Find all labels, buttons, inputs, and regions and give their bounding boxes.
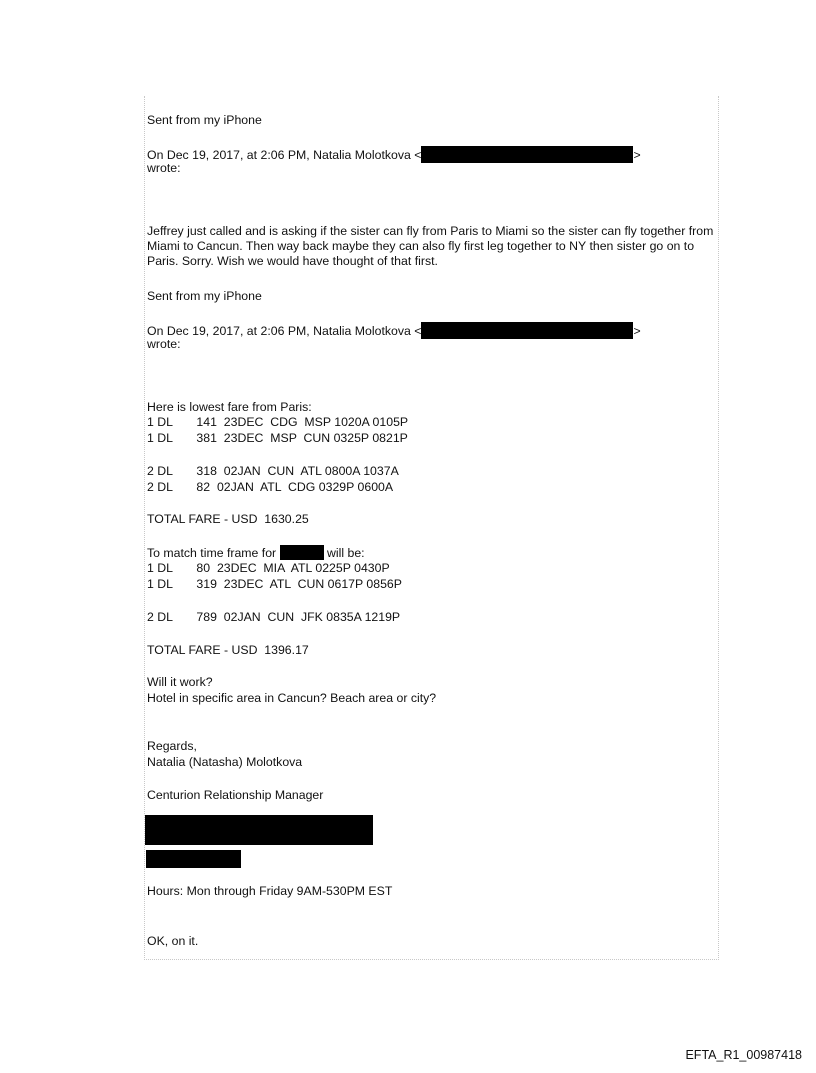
fare-intro: Here is lowest fare from Paris: — [147, 400, 312, 414]
question-line: Hotel in specific area in Cancun? Beach area or city? — [147, 691, 437, 705]
flight-row: 1 DL 319 23DEC ATL CUN 0617P 0856P — [147, 577, 402, 591]
quote-header-1 — [147, 146, 641, 163]
total-fare: TOTAL FARE - USD 1630.25 — [147, 512, 309, 526]
hours-line: Hours: Mon through Friday 9AM-530PM EST — [147, 884, 393, 898]
question-line: Will it work? — [147, 675, 213, 689]
redacted-email — [421, 146, 633, 163]
flight-row: 1 DL 141 23DEC CDG MSP 1020A 0105P — [147, 415, 409, 429]
flight-row: 2 DL 82 02JAN ATL CDG 0329P 0600A — [147, 480, 394, 494]
message-body: Jeffrey just called and is asking if the sister can fly from Paris to Miami so the sister can fly together from Miami to Cancun. Then way back maybe they can also fly first leg together to NY then sister go on to Paris. Sorry. Wish we would have thought of that first. — [147, 224, 714, 268]
match-intro-text: To match time frame for — [147, 546, 277, 560]
quote-header-wrote: wrote: — [147, 161, 181, 175]
quote-header-wrote: wrote: — [147, 337, 181, 351]
document-id: EFTA_R1_00987418 — [685, 1048, 802, 1062]
sign-off: Regards, — [147, 739, 197, 753]
quote-header-close: > — [633, 324, 641, 338]
redacted-email — [421, 322, 633, 339]
match-intro-tail: will be: — [327, 546, 365, 560]
flight-row: 1 DL 381 23DEC MSP CUN 0325P 0821P — [147, 431, 408, 445]
quote-header-text: On Dec 19, 2017, at 2:06 PM, Natalia Molotkova < — [147, 148, 422, 162]
quote-header-text: On Dec 19, 2017, at 2:06 PM, Natalia Molotkova < — [147, 324, 422, 338]
flight-row: 2 DL 318 02JAN CUN ATL 0800A 1037A — [147, 464, 399, 478]
sent-from-line: Sent from my iPhone — [147, 113, 262, 127]
quote-header-close: > — [633, 148, 641, 162]
total-fare: TOTAL FARE - USD 1396.17 — [147, 643, 309, 657]
flight-row: 1 DL 80 23DEC MIA ATL 0225P 0430P — [147, 561, 390, 575]
match-intro — [147, 545, 365, 561]
signature-name: Natalia (Natasha) Molotkova — [147, 755, 303, 769]
sent-from-line: Sent from my iPhone — [147, 289, 262, 303]
flight-row: 2 DL 789 02JAN CUN JFK 0835A 1219P — [147, 610, 401, 624]
redacted-contact-line — [146, 850, 241, 868]
reply-line: OK, on it. — [147, 934, 199, 948]
quote-header-2 — [147, 322, 641, 339]
redacted-contact-block — [145, 815, 373, 845]
signature-title: Centurion Relationship Manager — [147, 788, 324, 802]
redacted-name — [280, 545, 324, 560]
